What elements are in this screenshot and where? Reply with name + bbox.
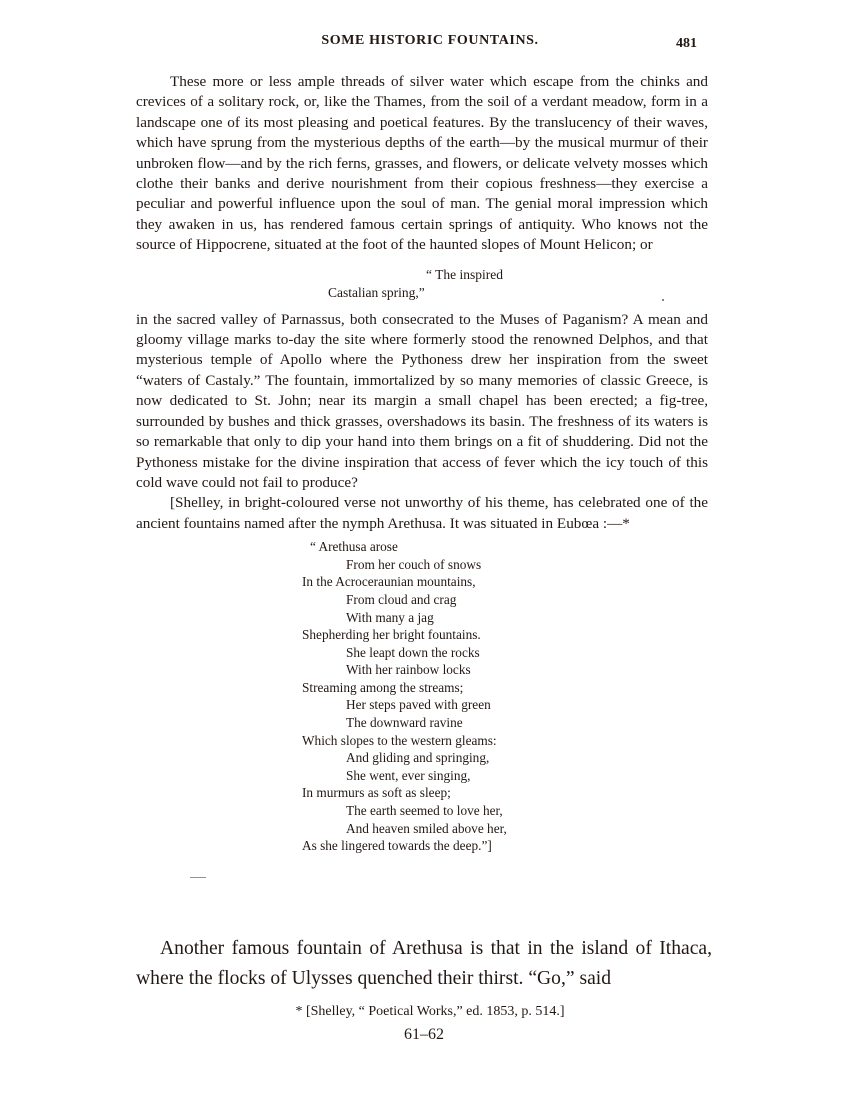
poem-line: And gliding and springing,	[346, 750, 490, 766]
poem-line: With many a jag	[346, 609, 434, 625]
arethusa-poem	[136, 538, 708, 855]
paragraph-2: in the sacred valley of Parnassus, both consecrated to the Muses of Paganism? A mean and gloomy village marks to-day the site where formerly stood the renowned Delphos, and that mysterious temple of Apollo where the Pythoness drew her inspiration from the sweet “waters of Castaly.” The fountain, immortalized by so many memories of classic Greece, is now dedicated to St. John; near its margin a small chapel has been erected; a fig-tree, surrounded by bushes and thick grasses, overshadows its basin. The freshness of its waters is so remarkable that only to dip your hand into them brings on a fit of shuddering. Did not the Pythoness mistake for the divine inspiration that access of fever which the icy touch of this cold wave could not fail to produce?	[136, 310, 708, 491]
poem-line: In the Acroceraunian mountains,	[302, 574, 476, 590]
poem-line: Streaming among the streams;	[302, 679, 464, 695]
running-title: SOME HISTORIC FOUNTAINS.	[321, 33, 539, 48]
poem-line: She went, ever singing,	[346, 767, 471, 783]
poem-line: And heaven smiled above her,	[346, 820, 507, 836]
signature-mark: 61–62	[404, 1026, 444, 1043]
inset-quote	[136, 266, 708, 302]
poem-line: The downward ravine	[346, 715, 463, 731]
poem-line: “ Arethusa arose	[310, 539, 398, 555]
poem-line: Shepherding her bright fountains.	[302, 627, 481, 643]
large-type-text	[136, 934, 712, 994]
poem-line: From her couch of snows	[346, 556, 482, 572]
main-text	[136, 72, 708, 855]
poem-line: Her steps paved with green	[346, 697, 491, 713]
stray-dash-mark	[190, 877, 206, 878]
page-number: 481	[676, 36, 697, 51]
poem-line: In murmurs as soft as sleep;	[302, 785, 451, 801]
inset-quote-line-2: Castalian spring,”	[328, 284, 425, 300]
paragraph-1: These more or less ample threads of silver water which escape from the chinks and crevices of a solitary rock, or, like the Thames, from the soil of a verdant meadow, form in a landscape one of its most pleasing and poetical features. By the translucency of their waves, which have sprung from the mysterious depths of the earth—by the musical murmur of their unbroken flow—and by the rich ferns, grasses, and flowers, or delicate velvety mosses which clothe their banks and derive nourishment from their copious freshness—they exercise a peculiar and powerful influence upon the soul of man. The genial moral impression which they awaken in us, has rendered famous certain springs of antiquity. Who knows not the source of Hippocrene, situated at the foot of the haunted slopes of Mount Helicon; or	[136, 73, 708, 254]
poem-line: As she lingered towards the deep.”]	[302, 838, 492, 854]
poem-line: She leapt down the rocks	[346, 644, 480, 660]
paragraph-3: [Shelley, in bright-coloured verse not unworthy of his theme, has celebrated one of the ancient fountains named after the nymph Arethusa. It was situated in Eubœa :—*	[136, 494, 708, 532]
poem-line: With her rainbow locks	[346, 662, 471, 678]
inset-quote-line-1: “ The inspired	[426, 266, 503, 282]
paragraph-4: Another famous fountain of Arethusa is that in the island of Ithaca, where the flocks of Ulysses quenched their thirst. “Go,” said	[136, 938, 712, 989]
poem-line: From cloud and crag	[346, 591, 457, 607]
poem-line: Which slopes to the western gleams:	[302, 732, 497, 748]
stray-speck	[662, 299, 664, 301]
footnote: * [Shelley, “ Poetical Works,” ed. 1853, p. 514.]	[295, 1004, 565, 1019]
poem-line: The earth seemed to love her,	[346, 803, 503, 819]
